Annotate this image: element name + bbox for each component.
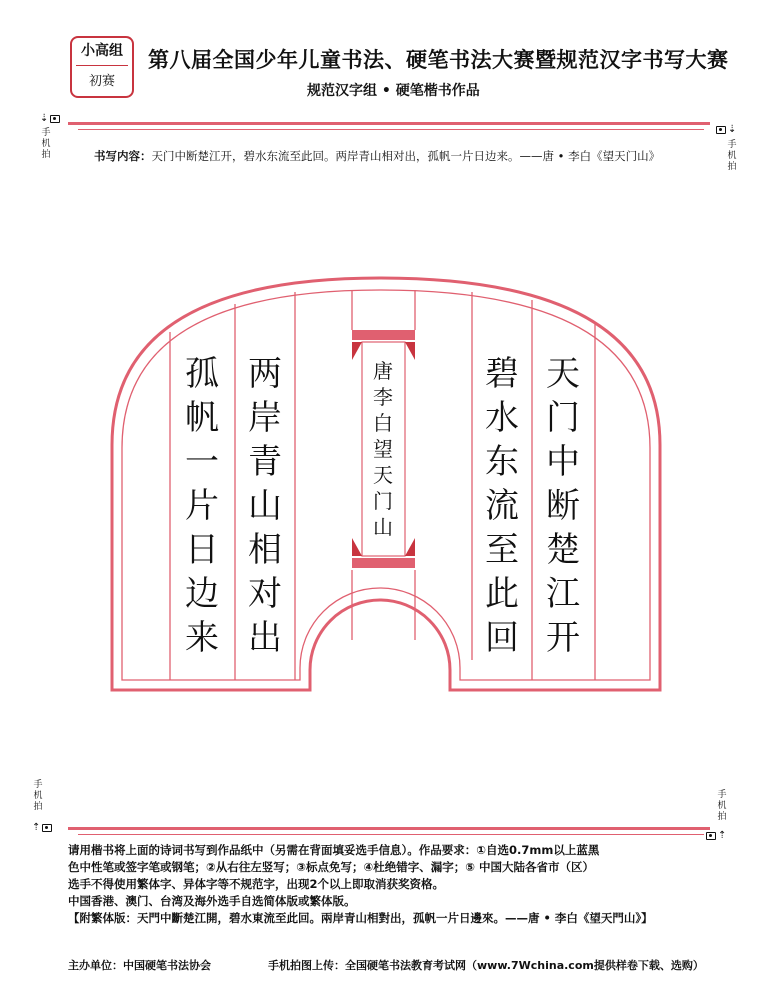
bottom-rule-thin bbox=[78, 834, 704, 835]
calligraphy-char: 东 bbox=[485, 442, 519, 482]
camera-icon bbox=[50, 115, 60, 123]
top-rule-thin bbox=[78, 129, 704, 130]
arrow-down-icon: ⇣ bbox=[728, 124, 737, 135]
calligraphy-char: 孤 bbox=[185, 354, 219, 394]
instructions-line: 请用楷书将上面的诗词书写到作品纸中（另需在背面填妥选手信息）。作品要求：①自选0.7mm以上蓝黑 bbox=[68, 843, 600, 857]
calligraphy-char: 出 bbox=[248, 618, 282, 658]
badge-group-label: 小高组 bbox=[81, 43, 123, 59]
signature-char: 白 bbox=[373, 411, 393, 435]
calligraphy-char: 此 bbox=[485, 574, 519, 614]
artwork-frame bbox=[100, 270, 672, 702]
footer-upload: 手机拍图上传：全国硬笔书法教育考试网（www.7Wchina.com提供样卷下载、选购） bbox=[268, 959, 704, 972]
badge-divider bbox=[76, 65, 128, 66]
footer-organizer: 主办单位：中国硬笔书法协会 bbox=[68, 959, 211, 972]
instructions-line: 选手不得使用繁体字、异体字等不规范字，出现2个以上即取消获奖资格。 bbox=[68, 877, 444, 891]
phone-marker-bottom-right bbox=[706, 830, 726, 841]
calligraphy-char: 开 bbox=[546, 618, 580, 658]
calligraphy-char: 江 bbox=[546, 574, 580, 614]
signature-char: 唐 bbox=[373, 359, 393, 383]
calligraphy-char: 中 bbox=[546, 442, 580, 482]
instructions-traditional: 【附繁体版：天門中斷楚江開，碧水東流至此回。兩岸青山相對出，孤帆一片日邊來。——唐 • 李白《望天門山》】 bbox=[68, 911, 653, 925]
phone-label-top-left: 手机拍 bbox=[41, 128, 51, 160]
writing-content-label: 书写内容： bbox=[94, 149, 152, 163]
writing-content-text: 天门中断楚江开，碧水东流至此回。两岸青山相对出，孤帆一片日边来。——唐 • 李白《望天门山》 bbox=[151, 149, 661, 163]
bottom-rule bbox=[68, 827, 710, 830]
signature-char: 望 bbox=[373, 437, 393, 461]
instructions-line: 中国香港、澳门、台湾及海外选手自选简体版或繁体版。 bbox=[68, 894, 356, 908]
signature-char: 李 bbox=[373, 385, 393, 409]
calligraphy-char: 断 bbox=[546, 486, 580, 526]
signature-char: 天 bbox=[373, 463, 393, 487]
arrow-up-icon: ⇡ bbox=[718, 830, 727, 841]
calligraphy-char: 碧 bbox=[485, 354, 519, 394]
calligraphy-char: 门 bbox=[546, 398, 580, 438]
calligraphy-char: 流 bbox=[485, 486, 519, 526]
arrow-up-icon: ⇡ bbox=[32, 822, 41, 833]
calligraphy-char: 片 bbox=[185, 486, 219, 526]
signature-char: 门 bbox=[373, 489, 393, 513]
calligraphy-char: 来 bbox=[185, 618, 219, 658]
calligraphy-char: 日 bbox=[185, 530, 219, 570]
camera-icon bbox=[42, 824, 52, 832]
calligraphy-char: 至 bbox=[485, 530, 519, 570]
calligraphy-char: 两 bbox=[248, 354, 282, 394]
page-title: 第八届全国少年儿童书法、硬笔书法大赛暨规范汉字书写大赛 bbox=[148, 48, 729, 72]
group-badge bbox=[70, 36, 134, 98]
instructions-line: 色中性笔或签字笔或钢笔；②从右往左竖写；③标点免写；④杜绝错字、漏字；⑤ 中国大陆各省市（区） bbox=[68, 860, 594, 874]
phone-marker-top-right bbox=[716, 124, 736, 135]
badge-round-label: 初赛 bbox=[88, 74, 115, 89]
calligraphy-char: 山 bbox=[248, 486, 282, 526]
phone-marker-bottom-left bbox=[32, 822, 52, 833]
phone-label-bottom-left: 手机拍 bbox=[33, 780, 43, 812]
calligraphy-char: 相 bbox=[248, 530, 282, 570]
phone-label-top-right: 手机拍 bbox=[727, 140, 737, 172]
instructions bbox=[68, 842, 708, 927]
calligraphy-char: 岸 bbox=[248, 398, 282, 438]
camera-icon bbox=[716, 126, 726, 134]
arrow-down-icon: ⇣ bbox=[40, 113, 49, 124]
page-subtitle: 规范汉字组 • 硬笔楷书作品 bbox=[307, 83, 480, 99]
phone-label-bottom-right: 手机拍 bbox=[717, 790, 727, 822]
calligraphy-char: 水 bbox=[485, 398, 519, 438]
top-rule bbox=[68, 122, 710, 125]
calligraphy-char: 楚 bbox=[546, 530, 580, 570]
camera-icon bbox=[706, 832, 716, 840]
writing-content bbox=[94, 148, 660, 164]
signature-char: 山 bbox=[373, 515, 393, 539]
calligraphy-char: 边 bbox=[185, 574, 219, 614]
calligraphy-char: 对 bbox=[248, 574, 282, 614]
calligraphy-char: 帆 bbox=[185, 398, 219, 438]
calligraphy-char: 回 bbox=[485, 618, 519, 658]
calligraphy-char: 一 bbox=[185, 442, 219, 482]
calligraphy-char: 天 bbox=[546, 354, 580, 394]
calligraphy-char: 青 bbox=[248, 442, 282, 482]
phone-marker-top-left bbox=[40, 113, 60, 124]
